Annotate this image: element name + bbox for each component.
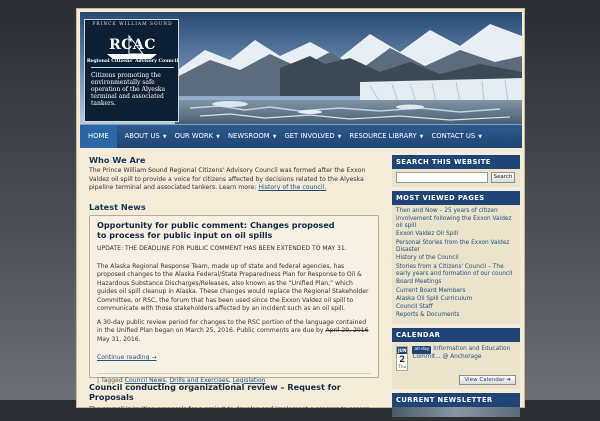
widget-title: SEARCH THIS WEBSITE — [392, 155, 520, 169]
calendar-event-text — [412, 346, 516, 371]
post-title-link[interactable]: Council conducting organizational review – Request for Proposals — [89, 382, 341, 403]
most-viewed-link[interactable]: Alaska Oil Spill Curriculum — [396, 295, 473, 302]
nav-label: GET INVOLVED — [284, 132, 335, 140]
post-paragraph — [97, 319, 371, 345]
chevron-down-icon: ▼ — [337, 134, 342, 140]
most-viewed-link[interactable]: Then and Now – 25 years of citizen involvement following the Exxon Valdez oil spill — [396, 208, 512, 230]
site-header — [80, 12, 522, 124]
tag-link[interactable]: Drills and Exercises — [169, 376, 229, 384]
calendar-event[interactable] — [392, 342, 520, 375]
most-viewed-link[interactable]: Reports & Documents — [396, 312, 460, 319]
nav-label: HOME — [88, 132, 109, 140]
chevron-down-icon: ▼ — [162, 134, 167, 140]
search-input[interactable] — [396, 172, 488, 183]
search-button[interactable]: Search — [491, 172, 515, 183]
newsletter-thumbnail[interactable] — [392, 407, 520, 417]
logo-tagline: Citizens promoting the environmentally safe operation of the Alyeska terminal and associated tankers. — [91, 72, 166, 108]
calendar-month: JUN — [397, 348, 407, 354]
latest-news-heading: Latest News — [89, 202, 146, 213]
post-title-link[interactable]: Opportunity for public comment: Changes proposed to process for public input on oil spills — [97, 220, 335, 241]
nav-label: RESOURCE LIBRARY — [349, 132, 417, 140]
calendar-button-row — [392, 375, 520, 389]
nav-label: CONTACT US — [431, 132, 476, 140]
page-container — [76, 8, 525, 421]
nav-label: ABOUT US — [124, 132, 160, 140]
sidebar — [392, 155, 520, 421]
most-viewed-link[interactable]: Board Meetings — [396, 279, 442, 286]
all-day-badge: all-day — [414, 347, 430, 353]
most-viewed-link[interactable]: Council Staff — [396, 303, 433, 310]
calendar-event-link[interactable]: Information and Education Commit... @ Anchorage — [412, 346, 511, 360]
nav-item-our-work[interactable] — [167, 125, 220, 148]
logo-acronym: RCAC — [109, 37, 156, 53]
widget-title: MOST VIEWED PAGES — [392, 191, 520, 205]
post-update-notice: UPDATE: THE DEADLINE FOR PUBLIC COMMENT HAS BEEN EXTENDED TO MAY 31. — [97, 245, 347, 253]
nav-item-about-us[interactable] — [117, 125, 167, 148]
who-we-are-heading: Who We Are — [89, 155, 146, 165]
nav-item-resource-library[interactable] — [341, 125, 423, 148]
nav-label: NEWSROOM — [227, 132, 270, 140]
most-viewed-link[interactable]: Exxon Valdez Oil Spill — [396, 231, 459, 238]
most-viewed-link[interactable]: Current Board Members — [396, 287, 466, 294]
tag-link[interactable]: Council News — [124, 376, 166, 384]
tag-link[interactable]: Legislation — [232, 376, 266, 384]
intro-body: The Prince William Sound Regional Citizens' Advisory Council was formed after the Exxon Valdez oil spill to provide a voice for citizens affected by decisions related to the Alyeska pipeline terminal and associated tankers. Learn more: — [89, 167, 366, 192]
most-viewed-link[interactable]: Stories from a Citizens' Council – The early years and formation of our council — [396, 263, 513, 278]
site-logo[interactable] — [84, 19, 179, 122]
chevron-down-icon: ▼ — [272, 134, 277, 140]
most-viewed-widget — [392, 191, 520, 324]
search-widget — [392, 155, 520, 187]
main-navigation — [80, 124, 522, 148]
logo-subtitle: Regional Citizens' Advisory Council — [86, 59, 179, 64]
tags-prefix: | Tagged — [97, 376, 125, 384]
logo-arc-text: PRINCE WILLIAM SOUND — [92, 22, 173, 27]
most-viewed-list — [392, 205, 520, 324]
history-link[interactable]: History of the council. — [258, 184, 327, 192]
newsletter-widget — [392, 393, 520, 417]
continue-reading — [97, 354, 371, 363]
chevron-down-icon: ▼ — [216, 134, 220, 140]
post-text: May 31, 2016. — [97, 335, 141, 343]
nav-label: OUR WORK — [174, 132, 214, 140]
post-tags: | Tagged Council News, Drills and Exercises, Legislation — [97, 373, 371, 386]
nav-item-contact-us[interactable] — [424, 125, 483, 148]
search-row — [392, 169, 520, 187]
post-paragraph: The Alaska Regional Response Team, made up of state and federal agencies, has proposed changes to the Alaska Federal/State Preparedness Plan for Response to Oil & Hazardous Substance Discharges/Releases, also known as the “Unified Plan,” which guides oil spill cleanup in Alaska. These changes would replace the Regional Stakeholder Committee, or RSC, the forum that has been used since the Exxon Valdez oil spill to communicate with those stakeholders affected by an incident such as an oil spill. — [97, 262, 369, 313]
most-viewed-link[interactable]: History of the Council — [396, 255, 459, 262]
post-excerpt: The council is inviting proposals for a project to develop and implement a process to assess the — [89, 406, 370, 421]
widget-title: CALENDAR — [392, 328, 520, 342]
calendar-day: 2 — [399, 354, 406, 365]
logo-divider — [91, 67, 174, 68]
main-content — [89, 155, 379, 420]
news-post — [89, 215, 379, 384]
chevron-down-icon: ▼ — [478, 134, 483, 140]
view-calendar-button[interactable]: View Calendar ➔ — [459, 375, 516, 385]
nav-item-home[interactable] — [80, 125, 117, 148]
nav-item-get-involved[interactable] — [277, 125, 342, 148]
calendar-widget — [392, 328, 520, 389]
continue-reading-link[interactable]: Continue reading → — [97, 354, 157, 362]
most-viewed-link[interactable]: Personal Stories from the Exxon Valdez Disaster — [396, 239, 510, 254]
intro-text — [89, 167, 379, 193]
widget-title: CURRENT NEWSLETTER — [392, 393, 520, 407]
chevron-down-icon: ▼ — [419, 134, 424, 140]
nav-item-newsroom[interactable] — [220, 125, 277, 148]
struck-date: April 29, 2016 — [325, 327, 369, 335]
post-text: A 30-day public review period for changes to the RSC portion of the language contained in the Unified Plan began on March 25, 2016. Public comments are due by — [97, 318, 367, 335]
calendar-weekday: Thu — [398, 364, 407, 370]
calendar-date-badge — [396, 346, 408, 371]
